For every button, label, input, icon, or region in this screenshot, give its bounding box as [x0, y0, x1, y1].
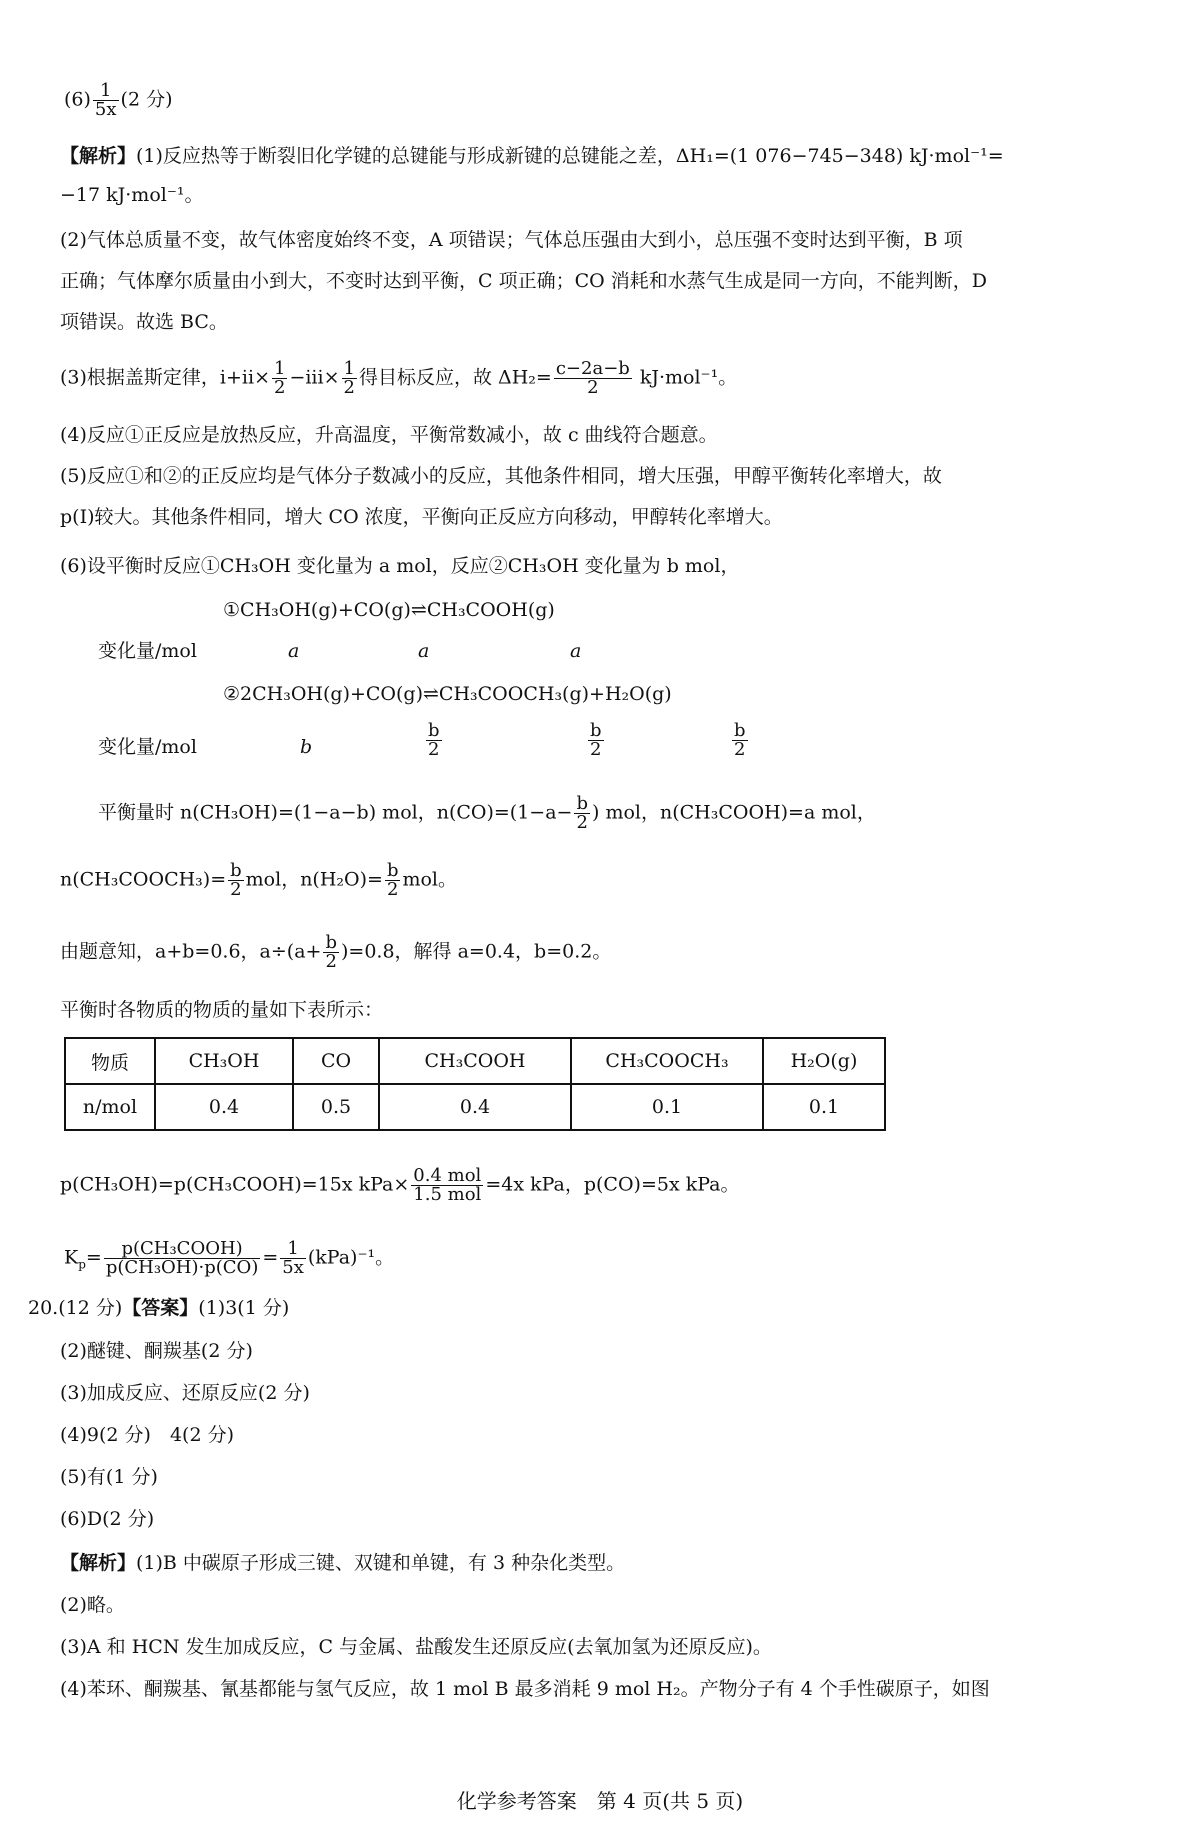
analysis-label: 【解析】	[60, 145, 137, 167]
q20-answer-item: (6)D(2 分)	[60, 1508, 155, 1530]
denominator: 2	[325, 951, 337, 972]
numerator: 1	[343, 358, 355, 379]
partial-pressure-line	[60, 1167, 739, 1204]
eq2-change-frac	[586, 722, 606, 759]
table-intro: 平衡时各物质的物质的量如下表所示：	[60, 999, 384, 1021]
numerator: b	[590, 720, 602, 741]
denominator: 5x	[94, 99, 117, 120]
analysis-1-line1	[60, 143, 1004, 169]
q20-answer-item: (4)9(2 分) 4(2 分)	[60, 1424, 234, 1446]
analysis-6-line1: (6)设平衡时反应①CH₃OH 变化量为 a mol，反应②CH₃OH 变化量为 b mol，	[60, 555, 740, 577]
eq1-change-a: a	[418, 640, 430, 662]
fraction	[426, 722, 442, 759]
table-row	[65, 1084, 885, 1130]
q20-header	[28, 1295, 289, 1321]
analysis-5-line2: p(Ⅰ)较大。其他条件相同，增大 CO 浓度，平衡向正反应方向移动，甲醇转化率增大。	[60, 506, 783, 528]
fraction	[228, 862, 244, 899]
part-label: (6)	[64, 88, 91, 111]
numerator: b	[576, 793, 589, 814]
fraction	[280, 1240, 306, 1277]
analysis-5-line1: (5)反应①和②的正反应均是气体分子数减小的反应，其他条件相同，增大压强，甲醇平衡转化率增大，故	[60, 465, 942, 487]
eq2-change-frac	[424, 722, 444, 759]
numerator: b	[734, 720, 746, 741]
text: −iii×	[289, 366, 340, 389]
numerator: b	[386, 860, 399, 881]
text: 得目标反应，故 ΔH₂=	[358, 366, 552, 389]
kp-subscript: p	[78, 1257, 86, 1272]
answer-label: 【答案】	[122, 1297, 199, 1319]
table-cell: 0.1	[571, 1084, 763, 1130]
fraction	[104, 1240, 261, 1277]
denominator: 2	[386, 879, 399, 900]
table-header-cell: CH₃COOCH₃	[571, 1038, 763, 1084]
table-header-cell: H₂O(g)	[763, 1038, 885, 1084]
denominator: 2	[273, 377, 286, 398]
kp-expression	[64, 1240, 394, 1277]
numerator: b	[325, 932, 337, 953]
score: (12 分)	[58, 1297, 123, 1319]
fraction	[411, 1167, 483, 1204]
analysis-2-line2: 正确；气体摩尔质量由小到大，不变时达到平衡，C 项正确；CO 消耗和水蒸气生成是同一方向，不能判断，D	[60, 270, 987, 292]
table-header-cell: CO	[293, 1038, 379, 1084]
q20-analysis-2: (2)略。	[60, 1594, 125, 1616]
numerator: p(CH₃COOH)	[104, 1240, 261, 1259]
analysis-text: (1)B 中碳原子形成三键、双键和单键，有 3 种杂化类型。	[136, 1552, 626, 1574]
numerator: b	[428, 720, 440, 741]
page-footer: 化学参考答案 第 4 页(共 5 页)	[456, 1789, 744, 1813]
equation-1: ①CH₃OH(g)+CO(g)⇌CH₃COOH(g)	[223, 599, 555, 621]
fraction-dh2	[554, 360, 632, 397]
fraction-half	[272, 360, 287, 397]
condition-line	[60, 934, 611, 971]
text: 平衡量时 n(CH₃OH)=(1−a−b) mol，n(CO)=(1−a−	[98, 801, 573, 824]
analysis-1-line2: −17 kJ·mol⁻¹。	[60, 184, 204, 206]
numerator: 1	[280, 1240, 306, 1259]
denominator: 1.5 mol	[413, 1184, 482, 1205]
denominator: 2	[343, 377, 355, 398]
table-header-cell: 物质	[65, 1038, 155, 1084]
text: (kPa)⁻¹。	[307, 1246, 395, 1269]
denominator: 2	[587, 377, 599, 398]
eq2-change-b: b	[300, 736, 313, 758]
denominator: 2	[230, 879, 242, 900]
score: (2 分)	[120, 88, 173, 111]
analysis-text: (1)反应热等于断裂旧化学键的总键能与形成新键的总键能之差，ΔH₁=(1 076−745−348) kJ·mol⁻¹=	[136, 145, 1004, 167]
eq2-change-frac	[730, 722, 750, 759]
table-cell: 0.4	[155, 1084, 293, 1130]
text: )=0.8，解得 a=0.4，b=0.2。	[341, 940, 612, 963]
numerator: 0.4 mol	[413, 1165, 482, 1186]
equals: =	[85, 1246, 102, 1269]
question-number: 20.	[28, 1297, 59, 1319]
fraction	[385, 862, 401, 899]
change-label-1: 变化量/mol	[98, 640, 197, 662]
q20-answer-item: (2)醚键、酮羰基(2 分)	[60, 1340, 253, 1362]
text: =4x kPa，p(CO)=5x kPa。	[485, 1173, 740, 1196]
table-cell: 0.5	[293, 1084, 379, 1130]
table-header-cell: CH₃COOH	[379, 1038, 571, 1084]
equation-2: ②2CH₃OH(g)+CO(g)⇌CH₃COOCH₃(g)+H₂O(g)	[223, 683, 672, 705]
equilibrium-line-1	[98, 795, 876, 832]
change-label-2: 变化量/mol	[98, 736, 197, 758]
unit: kJ·mol⁻¹。	[639, 366, 738, 389]
table-cell: n/mol	[65, 1084, 155, 1130]
fraction	[93, 82, 119, 119]
analysis-2-line1: (2)气体总质量不变，故气体密度始终不变，A 项错误；气体总压强由大到小，总压强不变时达到平衡，B 项	[60, 229, 963, 251]
q20-analysis-1	[60, 1550, 625, 1576]
analysis-3	[60, 360, 737, 397]
text: ) mol，n(CH₃COOH)=a mol，	[592, 801, 876, 824]
numerator: c−2a−b	[555, 358, 630, 379]
analysis-4: (4)反应①正反应是放热反应，升高温度，平衡常数减小，故 c 曲线符合题意。	[60, 424, 718, 446]
answer-text: (1)3(1 分)	[198, 1297, 290, 1319]
denominator: 2	[734, 739, 746, 760]
q20-answer-item: (3)加成反应、还原反应(2 分)	[60, 1382, 310, 1404]
table-header-row	[65, 1038, 885, 1084]
equals: =	[262, 1246, 279, 1269]
fraction	[588, 722, 604, 759]
equilibrium-amount-table	[64, 1037, 886, 1131]
table-cell: 0.1	[763, 1084, 885, 1130]
fraction	[323, 934, 339, 971]
denominator: 2	[428, 739, 440, 760]
eq1-change-a: a	[570, 640, 582, 662]
text: n(CH₃COOCH₃)=	[60, 868, 227, 891]
text: p(CH₃OH)=p(CH₃COOH)=15x kPa×	[60, 1173, 410, 1196]
analysis-label: 【解析】	[60, 1552, 137, 1574]
denominator: 2	[576, 812, 588, 833]
eq1-change-a: a	[288, 640, 300, 662]
table-header-cell: CH₃OH	[155, 1038, 293, 1084]
q20-analysis-3: (3)A 和 HCN 发生加成反应，C 与金属、盐酸发生还原反应(去氧加氢为还原反应)。	[60, 1636, 772, 1658]
q19-part6-answer	[64, 82, 173, 119]
text: 由题意知，a+b=0.6，a÷(a+	[60, 940, 322, 963]
text: mol。	[402, 868, 458, 891]
denominator: 2	[590, 739, 602, 760]
fraction	[732, 722, 748, 759]
q20-analysis-4: (4)苯环、酮羰基、氰基都能与氢气反应，故 1 mol B 最多消耗 9 mol H₂。产物分子有 4 个手性碳原子，如图	[60, 1678, 990, 1700]
denominator: 5x	[282, 1257, 304, 1278]
numerator: b	[230, 860, 242, 881]
text: mol，n(H₂O)=	[245, 868, 383, 891]
kp-symbol: K	[64, 1246, 79, 1269]
analysis-2-line3: 项错误。故选 BC。	[60, 311, 228, 333]
fraction	[574, 795, 590, 832]
text: (3)根据盖斯定律，i+ii×	[60, 366, 270, 389]
fraction-half	[342, 360, 357, 397]
equilibrium-line-2	[60, 862, 457, 899]
table-cell: 0.4	[379, 1084, 571, 1130]
numerator: 1	[93, 82, 119, 101]
q20-answer-item: (5)有(1 分)	[60, 1466, 158, 1488]
denominator: p(CH₃OH)·p(CO)	[105, 1257, 259, 1278]
numerator: 1	[273, 358, 286, 379]
